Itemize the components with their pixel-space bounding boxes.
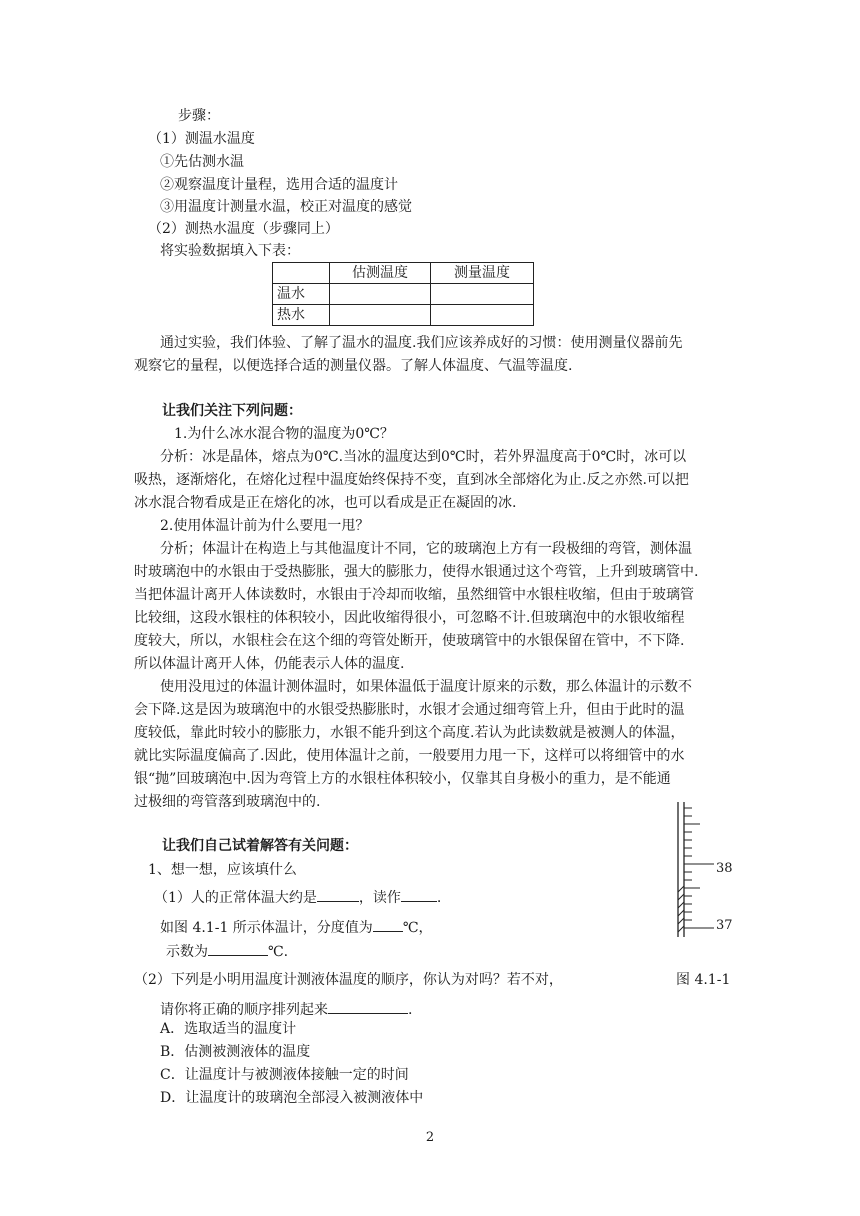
figure-question-b <box>166 941 288 962</box>
step-1c: ③用温度计测量水温，校正对温度的感觉 <box>160 199 412 215</box>
p1-end: . <box>436 890 442 906</box>
answer-3-line: 就比实际温度偏高了.因此，使用体温计之前，一般要用力甩一下，这样可以将细管中的水 <box>134 748 685 764</box>
table-cell <box>330 305 431 326</box>
answer-3-line: 会下降.这是因为玻璃泡中的水银受热膨胀时，水银才会通过细弯管上升，但由于此时的温 <box>134 702 685 718</box>
answer-3-line: 过极细的弯管落到玻璃泡中的. <box>134 794 321 810</box>
focus-heading: 让我们关注下列问题： <box>162 403 302 419</box>
fig-a-text: 如图 4.1-1 所示体温计，分度值为 <box>160 920 373 936</box>
step-1a: ①先估测水温 <box>160 154 244 170</box>
answer-blank[interactable] <box>317 887 359 902</box>
p1-mid: ，读作 <box>358 890 401 906</box>
p1-prefix: （1）人的正常体温大约是 <box>154 890 317 906</box>
table-row <box>273 284 534 305</box>
p2b-end: . <box>408 1002 413 1018</box>
summary-line: 观察它的量程，以便选择合适的测量仪器。了解人体温度、气温等温度. <box>134 358 573 374</box>
option-b: B．估测被测液体的温度 <box>160 1044 311 1060</box>
table-cell <box>431 284 534 305</box>
answer-2-line: 当把体温计离开人体读数时，水银由于冷却而收缩，虽然细管中水银柱收缩，但由于玻璃管 <box>134 587 694 603</box>
option-d: D．让温度计的玻璃泡全部浸入被测液体中 <box>160 1090 424 1106</box>
table-header-cell <box>273 263 330 284</box>
answer-3-line: 度较低，靠此时较小的膨胀力，水银不能升到这个高度.若认为此读数就是被测人的体温， <box>134 725 685 741</box>
table-header-cell: 测量温度 <box>431 263 534 284</box>
table-cell: 温水 <box>273 284 330 305</box>
figure-caption: 图 4.1-1 <box>676 972 731 988</box>
option-a: A．选取适当的温度计 <box>160 1021 297 1037</box>
data-table <box>272 262 534 326</box>
step-1: （1）测温水温度 <box>148 131 255 147</box>
answer-1-line: 冰水混合物看成是正在熔化的冰，也可以看成是正在凝固的冰. <box>134 495 517 511</box>
fill-instruction: 将实验数据填入下表： <box>160 243 300 259</box>
answer-2-line: 时玻璃泡中的水银由于受热膨胀，强大的膨胀力，使得水银通过这个弯管，上升到玻璃管中. <box>134 564 699 580</box>
scale-label-37: 37 <box>716 918 733 933</box>
table-row <box>273 305 534 326</box>
answer-1-line: 吸热，逐渐熔化，在熔化过程中温度始终保持不变，直到冰全部熔化为止.反之亦然.可以把 <box>134 472 689 488</box>
page-number: 2 <box>425 1130 435 1145</box>
answer-2-line: 分析；体温计在构造上与其他温度计不同，它的玻璃泡上方有一段极细的弯管，测体温 <box>160 541 692 557</box>
table-cell: 热水 <box>273 305 330 326</box>
fig-b-text: 示数为 <box>166 944 208 960</box>
summary-line: 通过实验，我们体验、了解了温水的温度.我们应该养成好的习惯：使用测量仪器前先 <box>160 335 683 351</box>
step-2: （2）测热水温度（步骤同上） <box>148 221 339 237</box>
steps-heading: 步骤： <box>178 108 220 124</box>
answer-blank[interactable] <box>401 887 437 902</box>
answer-2-line: 所以体温计离开人体，仍能表示人体的温度. <box>134 656 405 672</box>
answer-1-line: 分析：冰是晶体，熔点为0℃.当冰的温度达到0℃时，若外界温度高于0℃时，冰可以 <box>160 449 687 465</box>
question-2: 2.使用体温计前为什么要甩一甩？ <box>160 518 370 534</box>
question-p2b <box>160 999 412 1020</box>
table-header-row <box>273 263 534 284</box>
figure-question-a <box>160 917 432 938</box>
question-p1 <box>154 887 441 908</box>
answer-blank[interactable] <box>373 917 403 932</box>
fig-a-end: ℃， <box>402 920 433 936</box>
mercury-column <box>678 886 684 932</box>
answer-3-line: 使用没甩过的体温计测体温时，如果体温低于温度计原来的示数，那么体温计的示数不 <box>160 679 692 695</box>
answer-blank[interactable] <box>328 999 408 1014</box>
scale-ticks <box>684 808 714 928</box>
p2b-text: 请你将正确的顺序排列起来 <box>160 1002 328 1018</box>
question-1: 1.为什么冰水混合物的温度为0℃？ <box>174 426 394 442</box>
answer-2-line: 度较大，所以，水银柱会在这个细的弯管处断开，使玻璃管中的水银保留在管中，不下降. <box>134 633 685 649</box>
try-heading: 让我们自己试着解答有关问题： <box>162 838 358 854</box>
table-cell <box>431 305 534 326</box>
scale-label-38: 38 <box>716 861 733 876</box>
table-header-cell: 估测温度 <box>330 263 431 284</box>
fig-b-end: ℃. <box>268 944 289 960</box>
answer-3-line: 银“抛”回玻璃泡中.因为弯管上方的水银柱体积较小，仅靠其自身极小的重力，是不能通 <box>134 771 671 787</box>
answer-2-line: 比较细，这段水银柱的体积较小，因此收缩得很小，可忽略不计.但玻璃泡中的水银收缩程 <box>134 610 685 626</box>
question-p2: （2）下列是小明用温度计测液体温度的顺序，你认为对吗？若不对， <box>134 972 563 988</box>
step-1b: ②观察温度计量程，选用合适的温度计 <box>160 177 398 193</box>
option-c: C．让温度计与被测液体接触一定的时间 <box>160 1067 409 1083</box>
table-cell <box>330 284 431 305</box>
answer-blank[interactable] <box>208 941 268 956</box>
think-prompt: 1、想一想，应该填什么 <box>148 862 297 878</box>
